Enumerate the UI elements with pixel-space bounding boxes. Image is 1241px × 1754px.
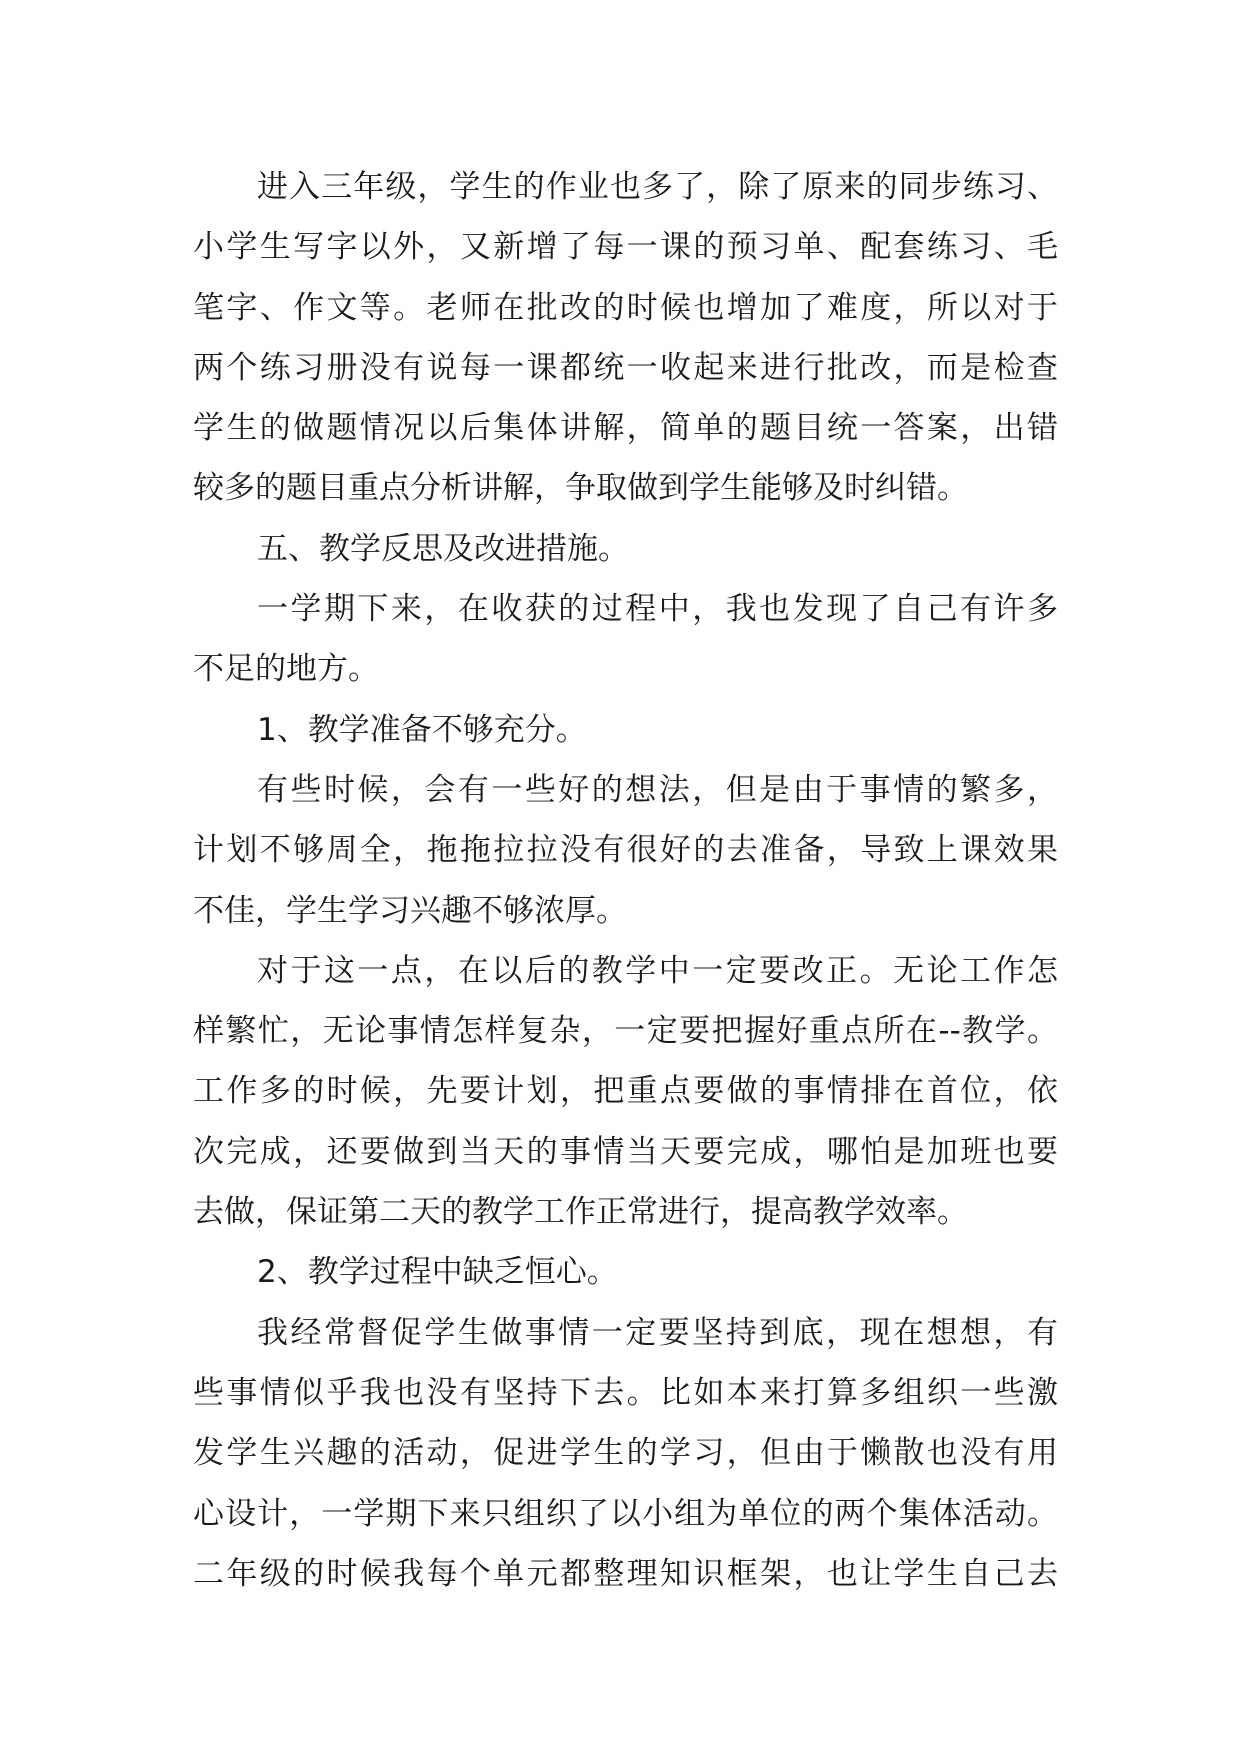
- text-line: 计划不够周全，拖拖拉拉没有很好的去准备，导致上课效果: [193, 832, 1058, 869]
- text-line: 不佳，学生学习兴趣不够浓厚。: [193, 892, 627, 929]
- text-line: 1、教学准备不够充分。: [257, 711, 587, 748]
- text-line: 两个练习册没有说每一课都统一收起来进行批改，而是检查: [193, 349, 1058, 386]
- text-line: 进入三年级，学生的作业也多了，除了原来的同步练习、: [257, 169, 1058, 205]
- text-line: 二年级的时候我每个单元都整理知识框架，也让学生自己去: [193, 1555, 1058, 1592]
- text-line: 发学生兴趣的活动，促进学生的学习，但由于懒散也没有用: [193, 1435, 1058, 1472]
- document-body: [193, 157, 1058, 1604]
- text-line: 五、教学反思及改进措施。: [257, 530, 629, 567]
- text-line: 小学生写字以外，又新增了每一课的预习单、配套练习、毛: [193, 229, 1058, 266]
- text-line: 心设计，一学期下来只组织了以小组为单位的两个集体活动。: [193, 1495, 1058, 1532]
- text-line: 对于这一点，在以后的教学中一定要改正。无论工作怎: [257, 952, 1058, 989]
- text-line: 我经常督促学生做事情一定要坚持到底，现在想想，有: [257, 1314, 1058, 1351]
- text-line: 次完成，还要做到当天的事情当天要完成，哪怕是加班也要: [193, 1133, 1058, 1170]
- text-line: 一学期下来，在收获的过程中，我也发现了自己有许多: [257, 591, 1058, 628]
- text-line: 不足的地方。: [193, 651, 379, 688]
- text-line: 较多的题目重点分析讲解，争取做到学生能够及时纠错。: [193, 470, 968, 507]
- text-line: 学生的做题情况以后集体讲解，简单的题目统一答案，出错: [193, 410, 1058, 447]
- text-line: 2、教学过程中缺乏恒心。: [257, 1254, 618, 1291]
- text-line: 有些时候，会有一些好的想法，但是由于事情的繁多，: [257, 771, 1058, 808]
- text-line: 去做，保证第二天的教学工作正常进行，提高教学效率。: [193, 1194, 968, 1231]
- text-line: 样繁忙，无论事情怎样复杂，一定要把握好重点所在--教学。: [193, 1013, 1058, 1050]
- text-line: 些事情似乎我也没有坚持下去。比如本来打算多组织一些激: [193, 1374, 1058, 1411]
- text-line: 笔字、作文等。老师在批改的时候也增加了难度，所以对于: [193, 289, 1058, 326]
- text-line: 工作多的时候，先要计划，把重点要做的事情排在首位，依: [193, 1073, 1058, 1110]
